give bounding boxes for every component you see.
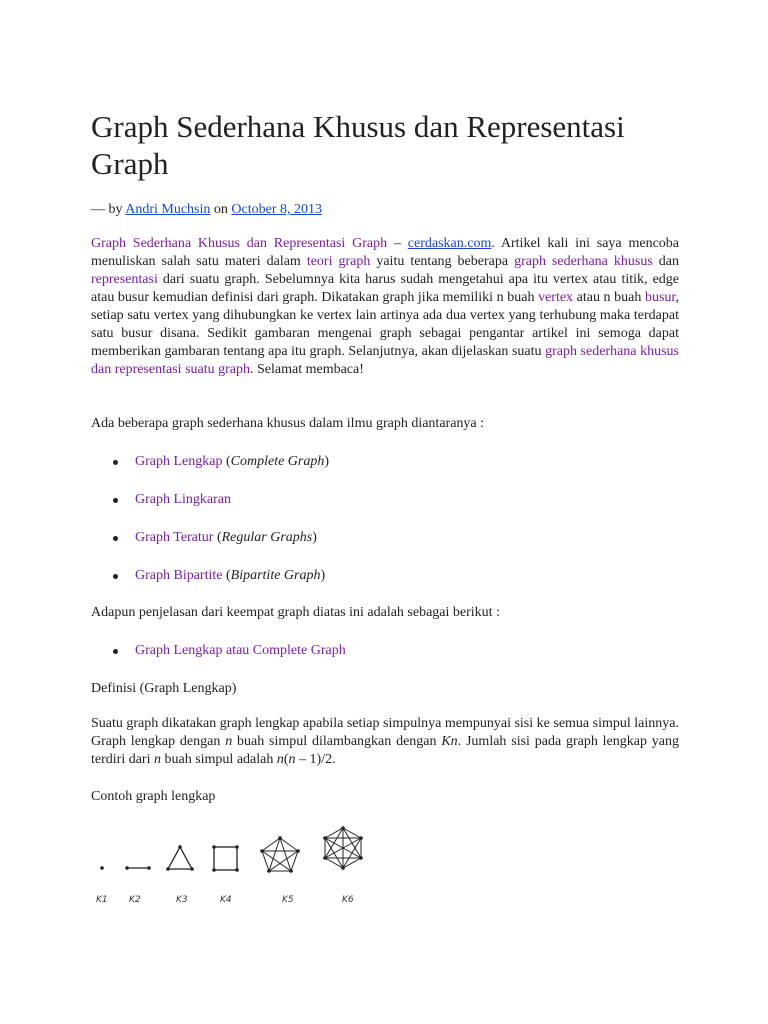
representasi-graph-link[interactable]: graph sederhana khusus dan representasi suatu graph bbox=[91, 344, 679, 377]
list-paren-open: ( bbox=[213, 530, 222, 545]
definition-text-5: ( bbox=[283, 752, 289, 767]
list-paren-close: ) bbox=[324, 454, 330, 469]
k1-label: K1 bbox=[96, 895, 108, 905]
k2-graph bbox=[125, 866, 151, 870]
list-paren-close: ) bbox=[320, 568, 326, 583]
definition-text-4: buah simpul adalah bbox=[160, 752, 277, 767]
list-intro: Ada beberapa graph sederhana khusus dalam ilmu graph diantaranya : bbox=[91, 416, 485, 431]
definition-paragraph bbox=[91, 715, 679, 769]
graph-teratur-link[interactable]: Graph Teratur bbox=[135, 530, 214, 545]
intro-text-6: , setiap satu vertex yang dihubungkan ke vertex lain artinya ada dua vertex yang terhubung maka terdapat satu busur disana. Sedikit gambaran mengenai graph sebagai pengantar artikel ini semoga dapat memberikan gambaran tentang apa itu graph. Selanjutnya, akan dijelaskan suatu bbox=[91, 290, 680, 359]
byline-on: on bbox=[213, 202, 228, 217]
list-italic: Regular Graphs bbox=[221, 530, 313, 545]
explain-intro: Adapun penjelasan dari keempat graph diatas ini adalah sebagai berikut : bbox=[91, 605, 500, 620]
k6-label: K6 bbox=[342, 895, 354, 905]
list-italic: Bipartite Graph bbox=[230, 568, 321, 583]
busur-link[interactable]: busur bbox=[644, 290, 676, 305]
complete-graphs-figure bbox=[91, 822, 381, 912]
k3-label: K3 bbox=[176, 895, 188, 905]
definition-text-1: Suatu graph dikatakan graph lengkap apabila setiap simpulnya mempunyai sisi ke semua simpul lainnya. Graph lengkap dengan bbox=[91, 716, 679, 749]
list-paren-open: ( bbox=[222, 454, 231, 469]
intro-text-4: dari suatu graph. Sebelumnya kita harus sudah mengetahui apa itu vertex atau titik, edge atau busur kemudian definisi dari graph. Dikatakan graph jika memiliki n buah bbox=[91, 272, 679, 305]
k4-label: K4 bbox=[220, 895, 232, 905]
definition-n: n bbox=[153, 752, 161, 767]
teori-graph-link[interactable]: teori graph bbox=[306, 254, 371, 269]
definition-text-3: . Jumlah sisi pada graph lengkap yang terdiri dari bbox=[91, 734, 680, 767]
article-title: Graph Sederhana Khusus dan Representasi Graph bbox=[91, 109, 625, 181]
graph-lengkap-complete-link[interactable]: Graph Lengkap atau Complete Graph bbox=[135, 643, 346, 658]
definition-heading: Definisi (Graph Lengkap) bbox=[91, 681, 237, 696]
graph-bipartite-link[interactable]: Graph Bipartite bbox=[135, 568, 223, 583]
representasi-link[interactable]: representasi bbox=[91, 272, 158, 287]
bullet-icon bbox=[113, 498, 118, 503]
bullet-icon bbox=[113, 649, 118, 654]
example-caption: Contoh graph lengkap bbox=[91, 789, 216, 804]
bullet-icon bbox=[113, 536, 118, 541]
definition-text-6: – 1)/2. bbox=[295, 752, 336, 767]
intro-title-link[interactable]: Graph Sederhana Khusus dan Representasi Graph bbox=[91, 236, 388, 251]
site-link[interactable]: cerdaskan.com bbox=[407, 236, 492, 251]
definition-n: n bbox=[276, 752, 284, 767]
definition-n: n bbox=[225, 734, 233, 749]
intro-text-3: dan bbox=[652, 254, 680, 269]
definition-n: n bbox=[288, 752, 296, 767]
intro-dash: – bbox=[387, 236, 408, 251]
k6-graph bbox=[323, 826, 363, 870]
date-link[interactable]: October 8, 2013 bbox=[231, 202, 322, 217]
graph-lengkap-link[interactable]: Graph Lengkap bbox=[135, 454, 223, 469]
k5-label: K5 bbox=[282, 895, 294, 905]
list-italic: Complete Graph bbox=[230, 454, 325, 469]
complete-graphs-svg bbox=[91, 822, 381, 912]
intro-text-7: . Selamat membaca! bbox=[250, 362, 364, 377]
graph-lingkaran-link[interactable]: Graph Lingkaran bbox=[135, 492, 232, 507]
intro-paragraph bbox=[91, 235, 679, 379]
bullet-icon bbox=[113, 574, 118, 579]
k2-label: K2 bbox=[129, 895, 141, 905]
vertex-link[interactable]: vertex bbox=[538, 290, 574, 305]
k3-graph bbox=[166, 845, 194, 871]
byline-prefix: — by bbox=[91, 202, 123, 217]
list-paren-close: ) bbox=[312, 530, 317, 545]
author-link[interactable]: Andri Muchsin bbox=[125, 202, 211, 217]
definition-text-2: buah simpul dilambangkan dengan bbox=[232, 734, 442, 749]
graph-sederhana-khusus-link[interactable]: graph sederhana khusus bbox=[514, 254, 653, 269]
k4-graph bbox=[212, 845, 239, 872]
list-paren-open: ( bbox=[222, 568, 231, 583]
bullet-icon bbox=[113, 460, 118, 465]
intro-text-2: yaitu tentang beberapa bbox=[370, 254, 515, 269]
k5-graph bbox=[260, 836, 300, 873]
k1-graph bbox=[100, 866, 104, 870]
byline bbox=[91, 200, 322, 220]
definition-kn: Kn bbox=[441, 734, 458, 749]
intro-text-5: atau n buah bbox=[573, 290, 645, 305]
intro-text-1: . Artikel kali ini saya mencoba menuliskan salah satu materi dalam bbox=[91, 236, 680, 269]
